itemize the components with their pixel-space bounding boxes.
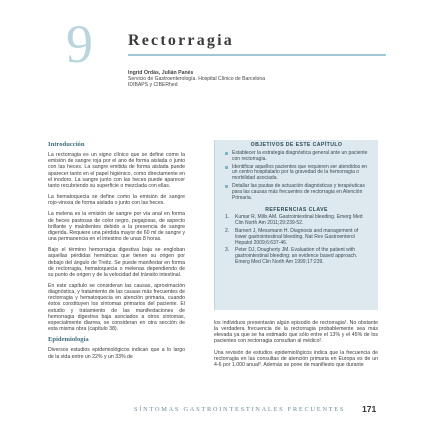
reference-text: Barnert J, Messmann H. Diagnosis and management of lower gastrointestinal bleeding. Nat Rev Gastroenterol Hepatol 2009;6:637-46.: [235, 227, 359, 246]
paragraph: los individuos presentarán algún episodio de rectorragia¹. No obstante la verdadera frecuencia de la rectorragia probablemente sea más elevada ya que se ha estimado que sólo entre el 13% y el 45% de los pacientes con rectorragia consultan al médico².: [214, 320, 378, 345]
author-names: Ingrid Ordás, Julián Panés: [128, 70, 194, 76]
section-heading-epidemiologia: Epidemiología: [48, 336, 89, 344]
objectives-heading: OBJETIVOS DE ESTE CAPÍTULO: [250, 142, 343, 148]
left-column: [48, 142, 185, 365]
references-heading: REFERENCIAS CLAVE: [265, 207, 328, 214]
chapter-title: Rectorragia: [128, 32, 234, 49]
affiliation-line-1: Servicio de Gastroenterología. Hospital Clínico de Barcelona: [128, 76, 266, 83]
section-heading-introduccion: Introducción: [48, 141, 85, 148]
reference-number: 1.: [225, 214, 230, 221]
paragraph: La rectorragia es un signo clínico que se define como la emisión de sangre roja por el ano de forma aislada o junto con las heces. La sangre emitida de forma aislada puede aparecer tanto en el papel higiénico, como directamente en el inodoro. La sangre junto con las heces puede aparecer tanto recubriendo su superficie o mezclada con ellas.: [48, 152, 185, 189]
objectives-list: [215, 151, 378, 201]
paragraph: Una revisión de estudios epidemiológicos indica que la frecuencia de rectorragia en las consultas de atención primaria en Europa es de un 4-6 por 1.000 anual³. Además se pone de manifiesto que durante: [214, 349, 378, 368]
paragraph: La hematoquecia se define como la emisión de sangre rojo-vinosa de forma aislada o junto con las heces.: [48, 194, 185, 207]
objective-item: Identificar aquellos pacientes que requieren ser atendidos en un centro hospitalario por la gravedad de la hemorragia o morbilidad asociada.: [225, 165, 370, 182]
reference-number: 2.: [225, 227, 230, 234]
objective-item: Establecer la estrategia diagnóstica general ante un paciente con rectorragia.: [225, 151, 370, 163]
reference-text: Kumar R, Mills AM. Gastrointestinal bleeding. Emerg Med Clin North Am 2011;29:239-52.: [235, 214, 363, 227]
page-number: 171: [362, 404, 377, 414]
affiliation-line-2: IDIBAPS y CIBERhed: [128, 82, 178, 89]
title-rule: [128, 54, 386, 56]
paragraph: La melena es la emisión de sangre por vía anal en forma de heces pastosas de color negro, pegajosas, de aspecto brillante y malolientes debido a la presencia de sangre digerida. Requiere una pérdida mayor de 60 ml de sangre y una permanencia en el intestino de unas 8 horas.: [48, 211, 185, 243]
footer-section-title: SÍNTOMAS GASTROINTESTINALES FRECUENTES: [134, 406, 346, 413]
right-column: [214, 320, 378, 373]
reference-text: Peter DJ, Dougherty JM. Evaluation of the patient with gastrointestinal bleeding: an evidence based approach. Emerg Med Clin North Am 1999;17:239.: [235, 247, 358, 265]
reference-number: 3.: [225, 247, 230, 254]
chapter-header: [0, 14, 427, 89]
reference-item: [225, 248, 370, 265]
page-footer: [0, 404, 427, 418]
paragraph: En este capítulo se consideran las causas, aproximación diagnóstica, y tratamiento de las causas más frecuentes de rectorragia y hematoquecia en atención primaria, cuando éstos constituyen los síntomas primarios del paciente. El estudio y tratamiento de las manifestaciones de hemorragia digestiva baja asociados a otros síntomas, especialmente diarrea, se consideran en otra sección de esta misma obra (capítulo 38).: [48, 282, 185, 333]
objective-item: Detallar las pautas de actuación diagnósticas y terapéuticas para las causas más frecuentes de rectorragia en Atención Primaria.: [225, 184, 370, 201]
paragraph: Bajo el término hemorragia digestiva baja se engloban aquellas pérdidas hemáticas que tienen su origen por debajo del ángulo de Treitz. Se puede manifestar en forma de rectorragia, hematoquecia o melenas dependiendo de su punto de origen y de la velocidad del tránsito intestinal.: [48, 247, 185, 278]
objectives-sidebar: [214, 140, 378, 310]
reference-item: [225, 229, 370, 246]
paragraph: Diversos estudios epidemiológicos indican que a lo largo de la vida entre un 22% y un 33% de: [48, 347, 185, 360]
reference-item: [225, 215, 370, 227]
references-list: [215, 215, 378, 265]
author-block: [128, 70, 265, 89]
chapter-number: 9: [66, 14, 93, 74]
